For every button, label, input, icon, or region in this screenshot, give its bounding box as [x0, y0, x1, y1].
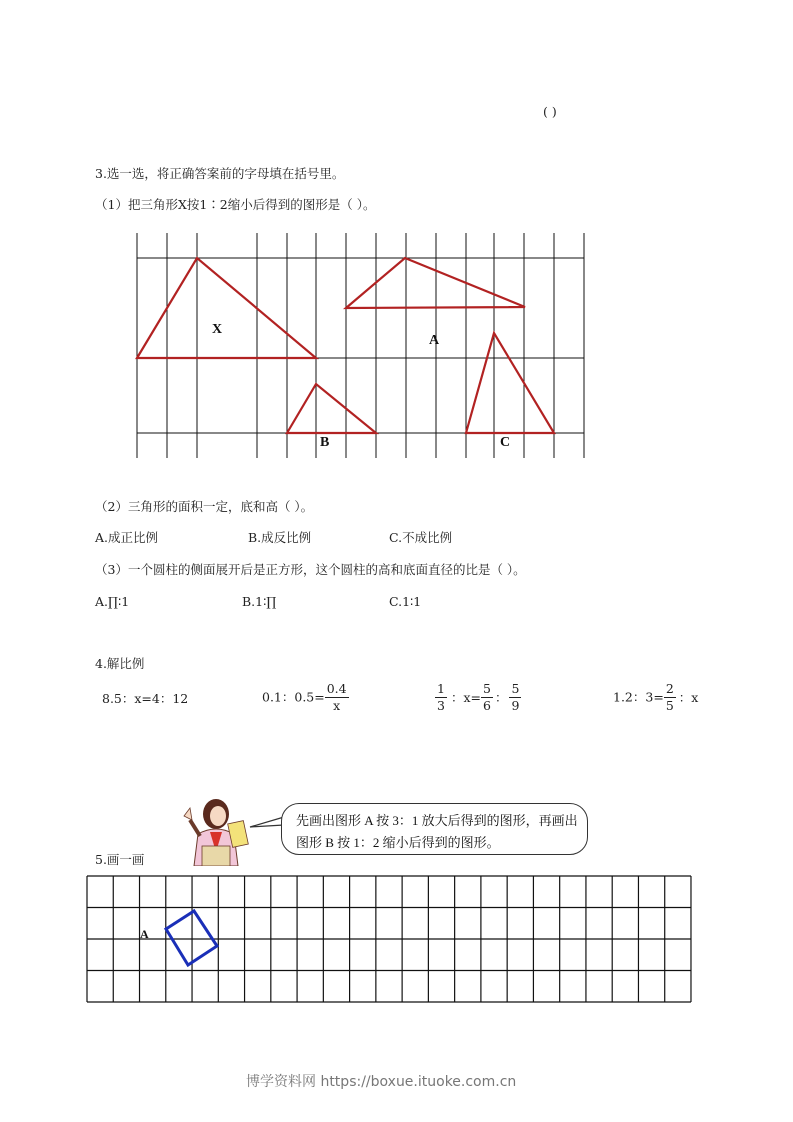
shape-a-label: A [140, 927, 149, 941]
q3-sub3-option-a: A.∏∶1 [95, 594, 130, 609]
q4-title: 4.解比例 [95, 656, 145, 671]
answer-paren-top: ( ) [543, 104, 557, 119]
q3-sub2-option-c: C.不成比例 [389, 530, 453, 545]
speech-bubble-text: 先画出图形 A 按 3：1 放大后得到的图形，再画出图形 B 按 1：2 缩小后得到的图形。 [296, 813, 578, 850]
q3-sub1: （1）把三角形X按1∶2缩小后得到的图形是（ ）。 [95, 197, 376, 212]
proportion-eq-1: 8.5：x=4：12 [102, 691, 189, 706]
q3-sub3: （3）一个圆柱的侧面展开后是正方形，这个圆柱的高和底面直径的比是（ ）。 [95, 562, 526, 577]
triangle-label-a: A [429, 333, 440, 348]
eq3-fraction-1: $\frac{1}{3}$ [437, 681, 445, 713]
q3-title: 3.选一选，将正确答案前的字母填在括号里。 [95, 166, 345, 181]
q3-sub2: （2）三角形的面积一定，底和高（ ）。 [95, 499, 314, 514]
triangle-label-x: X [212, 322, 223, 337]
proportion-eq-3: $\frac{1}{3}$ ：x= $\frac{5}{6}$ ： $\frac{5}{9}$ [437, 681, 520, 713]
footer-watermark: 博学资料网 https://boxue.ituoke.com.cn [246, 1074, 517, 1090]
triangle-label-c: C [500, 435, 511, 450]
proportion-eq-4: 1.2：3= $\frac{2}{5}$ ：x [613, 681, 699, 713]
q3-sub2-option-a: A.成正比例 [95, 530, 159, 545]
q3-sub2-option-b: B.成反比例 [248, 530, 312, 545]
eq4-fraction: $\frac{2}{5}$ [665, 681, 674, 713]
eq2-prefix: 0.1：0.5= [262, 689, 325, 705]
q3-sub3-option-c: C.1∶1 [389, 594, 422, 609]
q5-title: 5.画一画 [95, 852, 145, 867]
q3-sub3-option-b: B.1∶∏ [242, 594, 277, 609]
eq3-fraction-3: $\frac{5}{9}$ [511, 681, 520, 713]
triangle-label-b: B [320, 435, 330, 450]
eq3-fraction-2: $\frac{5}{6}$ [482, 681, 491, 713]
eq2-fraction: $\frac{0.4}{x}$ [326, 681, 347, 713]
